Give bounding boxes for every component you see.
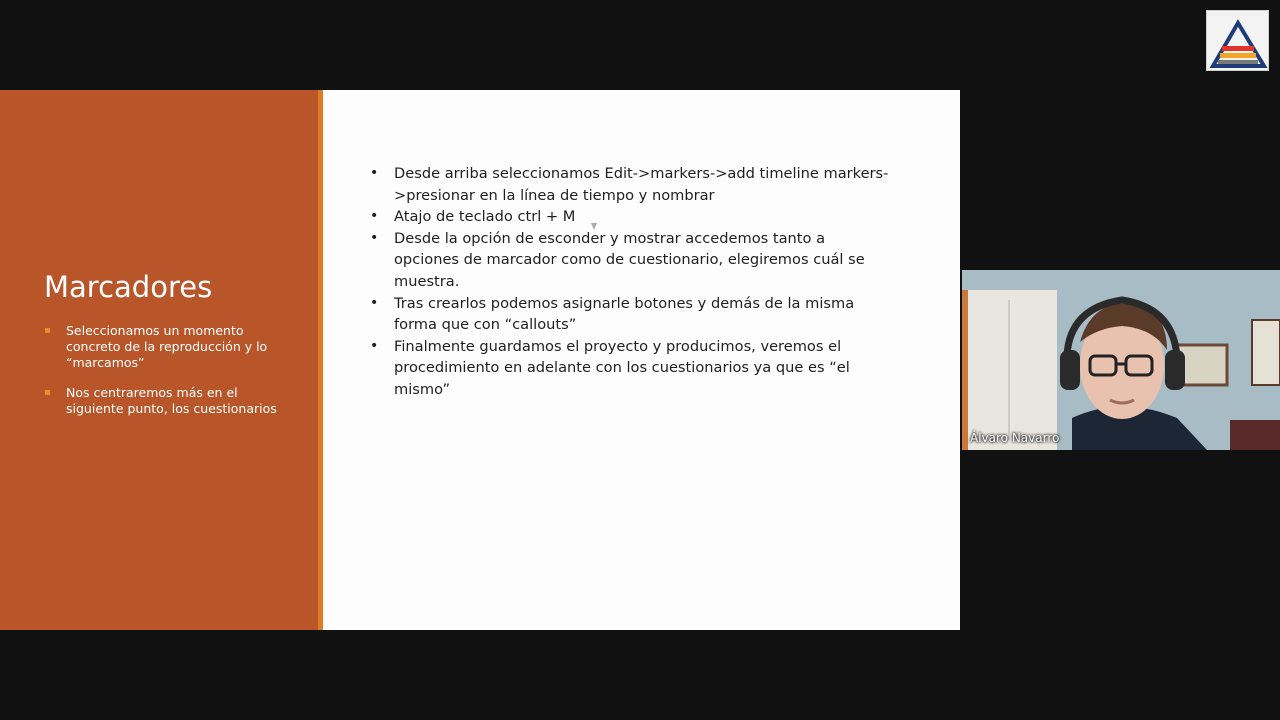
side-bullet-item (44, 385, 294, 417)
bullet-icon: • (370, 229, 379, 246)
bullet-icon: ▪ (44, 387, 51, 398)
main-bullet-text: Tras crearlos podemos asignarle botones y demás de la misma forma que con “callouts” (394, 294, 855, 334)
main-bullet-text: Atajo de teclado ctrl + M (394, 208, 576, 226)
participant-video-tile[interactable] (962, 270, 1280, 450)
bullet-icon: • (370, 337, 379, 354)
slide-divider (318, 90, 323, 630)
presentation-slide (0, 90, 960, 630)
slide-main-bullet-list (370, 163, 890, 401)
main-bullet-text: Finalmente guardamos el proyecto y producimos, veremos el procedimiento en adelante con los cuestionarios ya que es “el mismo” (394, 337, 850, 398)
side-bullet-text: Seleccionamos un momento concreto de la reproducción y lo “marcamos” (66, 323, 268, 370)
bullet-icon: • (370, 165, 379, 181)
bullet-icon: • (370, 208, 379, 225)
institution-logo-icon (1206, 10, 1269, 71)
side-bullet-text: Nos centraremos más en el siguiente punto, los cuestionarios (66, 385, 277, 416)
side-bullet-item (44, 323, 294, 371)
participant-name-label: Álvaro Navarro (970, 431, 1060, 445)
webcam-video-frame (962, 270, 1280, 450)
main-bullet-item (370, 336, 890, 401)
main-bullet-item (370, 206, 890, 228)
bullet-icon: ▪ (44, 325, 51, 336)
mouse-cursor-icon (591, 223, 597, 230)
slide-sidebar-panel (0, 90, 318, 630)
main-bullet-text: Desde arriba seleccionamos Edit->markers->add timeline markers->presionar en la línea de tiempo y nombrar (394, 165, 889, 204)
main-bullet-text: Desde la opción de esconder y mostrar accedemos tanto a opciones de marcador como de cuestionario, elegiremos cuál se muestra. (394, 229, 865, 290)
slide-side-bullet-list (44, 323, 294, 431)
main-bullet-item (370, 163, 890, 206)
main-bullet-item (370, 293, 890, 336)
main-bullet-item (370, 228, 890, 293)
bullet-icon: • (370, 294, 379, 311)
slide-title: Marcadores (44, 270, 213, 304)
